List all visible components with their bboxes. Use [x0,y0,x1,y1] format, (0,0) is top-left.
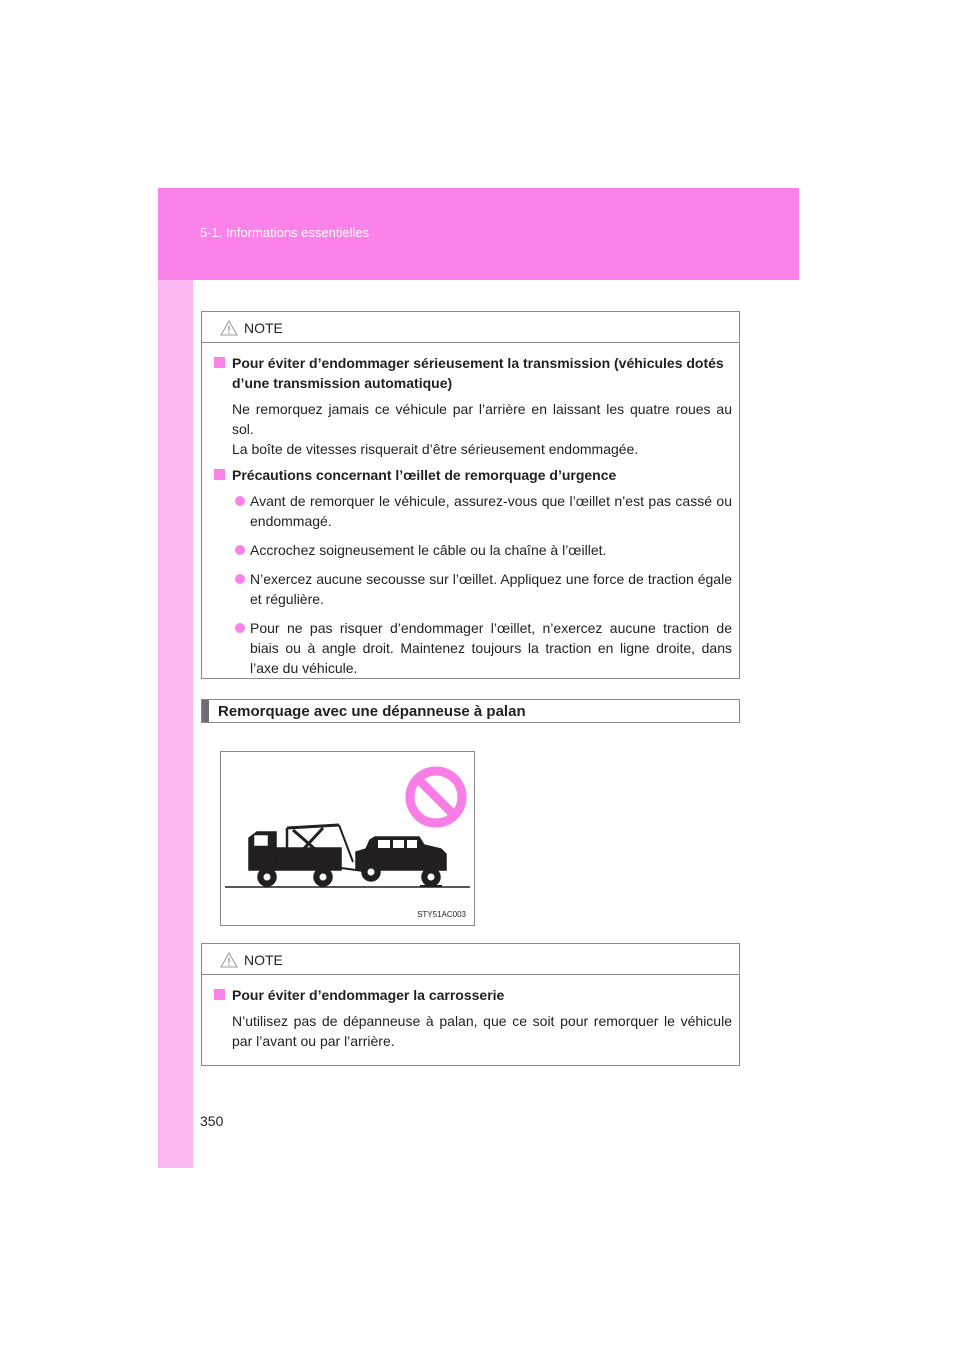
illustration-tow-truck [220,751,475,926]
side-bar [158,188,193,1168]
note-heading-body: Pour éviter d’endommager la carrosserie [214,985,732,1005]
round-bullet-icon [235,574,245,584]
figure-code: STY51AC003 [417,910,466,919]
note-title: NOTE [244,320,283,336]
warning-triangle-icon [220,952,238,968]
round-bullet-icon [235,545,245,555]
prohibited-icon [410,771,462,823]
list-item: Avant de remorquer le véhicule, assurez-vous que l’œillet n’est pas cassé ou endommagé. [214,491,732,531]
section-heading: Remorquage avec une dépanneuse à palan [201,699,740,723]
list-item: Accrochez soigneusement le câble ou la chaîne à l’œillet. [214,540,732,560]
suv [356,837,446,886]
note-header [202,944,739,975]
note-header [202,312,739,343]
square-bullet-icon [214,469,225,480]
note-box-body [201,943,740,1066]
note-paragraph: N’utilisez pas de dépanneuse à palan, que ce soit pour remorquer le véhicule par l’avant ou par l’arrière. [232,1013,732,1049]
tow-truck [249,825,371,886]
list-item: Pour ne pas risquer d’endommager l’œillet, n’exercez aucune traction de biais ou à angle droit. Maintenez toujours la traction en ligne droite, dans l’axe du véhicule. [214,618,732,678]
round-bullet-icon [235,623,245,633]
square-bullet-icon [214,357,225,368]
page-number: 350 [200,1113,224,1129]
note-box-transmission [201,311,740,679]
section-mark [202,700,209,722]
round-bullet-icon [235,496,245,506]
tow-truck-illustration [221,752,474,925]
note-heading-towing-eye: Précautions concernant l’œillet de remorquage d’urgence [214,465,732,485]
note-title: NOTE [244,952,283,968]
section-label: 5-1. Informations essentielles [200,225,370,240]
note-heading-transmission: Pour éviter d’endommager sérieusement la transmission (véhicules dotés d’une transmission automatique) [214,353,732,393]
note-paragraph: Ne remorquez jamais ce véhicule par l’arrière en laissant les quatre roues au sol. La boîte de vitesses risquerait d’être sérieusement endommagée. [232,401,732,457]
list-item: N’exercez aucune secousse sur l’œillet. Appliquez une force de traction égale et régulière. [214,569,732,609]
square-bullet-icon [214,989,225,1000]
warning-triangle-icon [220,320,238,336]
